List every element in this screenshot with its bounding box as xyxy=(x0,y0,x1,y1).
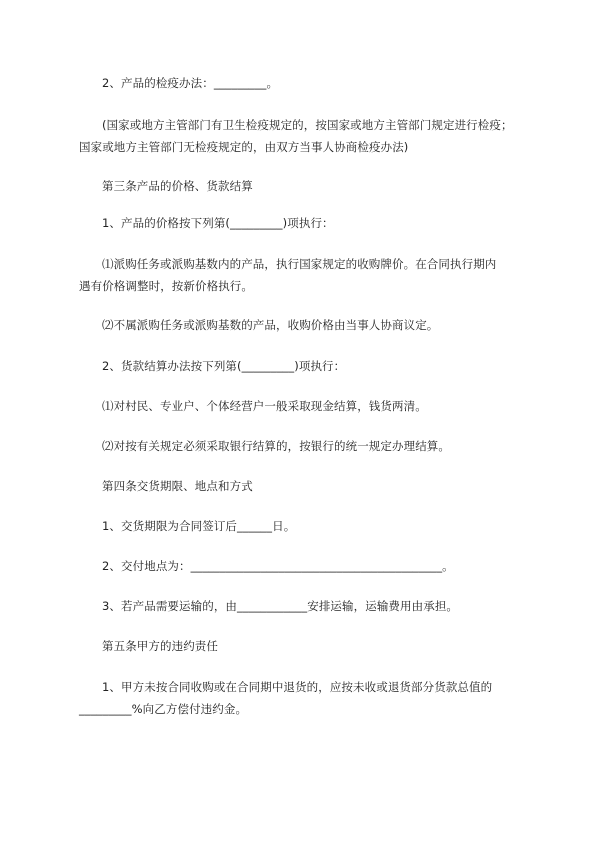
text-line: 1、交货期限为合同签订后______日。 xyxy=(102,519,296,533)
text-line: 第五条甲方的违约责任 xyxy=(102,639,218,653)
text-line: 第三条产品的价格、货款结算 xyxy=(102,179,253,193)
text-line: (国家或地方主管部门有卫生检疫规定的，按国家或地方主管部门规定进行检疫； xyxy=(102,118,513,132)
article-3-heading xyxy=(79,175,519,197)
paragraph-inspection-note xyxy=(79,114,519,158)
text-line: 2、交付地点为：___________________________________________。 xyxy=(102,559,454,573)
paragraph-inspection-method xyxy=(79,72,519,94)
paragraph-price-option-1 xyxy=(79,253,519,297)
paragraph-payment-option-2 xyxy=(79,435,519,457)
article-4-heading xyxy=(79,475,519,497)
text-line: 2、货款结算办法按下列第(_________)项执行： xyxy=(102,359,346,373)
paragraph-price-option-2 xyxy=(79,314,519,336)
text-line: 国家或地方主管部门无检疫规定的，由双方当事人协商检疫办法) xyxy=(79,140,409,154)
paragraph-delivery-location xyxy=(79,555,519,577)
paragraph-party-a-liability xyxy=(79,676,519,720)
article-5-heading xyxy=(79,635,519,657)
text-line: ⑴对村民、专业户、个体经营户一般采取现金结算，钱货两清。 xyxy=(102,399,427,413)
text-line: 1、产品的价格按下列第(_________)项执行： xyxy=(102,216,334,230)
paragraph-payment-option-1 xyxy=(79,395,519,417)
text-line: 2、产品的检疫办法：_________。 xyxy=(102,76,279,90)
text-line: ⑴派购任务或派购基数内的产品，执行国家规定的收购牌价。在合同执行期内 xyxy=(102,257,497,271)
text-line: 遇有价格调整时，按新价格执行。 xyxy=(79,279,253,293)
paragraph-transport xyxy=(79,595,519,617)
text-line: ⑵不属派购任务或派购基数的产品，收购价格由当事人协商议定。 xyxy=(102,318,439,332)
text-line: ⑵对按有关规定必须采取银行结算的，按银行的统一规定办理结算。 xyxy=(102,439,450,453)
paragraph-price-clause xyxy=(79,212,519,234)
paragraph-payment-clause xyxy=(79,355,519,377)
text-line: 1、甲方未按合同收购或在合同期中退货的，应按未收或退货部分货款总值的 xyxy=(102,680,493,694)
text-line: 3、若产品需要运输的，由____________安排运输，运输费用由承担。 xyxy=(102,599,459,613)
paragraph-delivery-period xyxy=(79,515,519,537)
text-line: 第四条交货期限、地点和方式 xyxy=(102,479,253,493)
text-line: _________%向乙方偿付违约金。 xyxy=(79,702,248,716)
